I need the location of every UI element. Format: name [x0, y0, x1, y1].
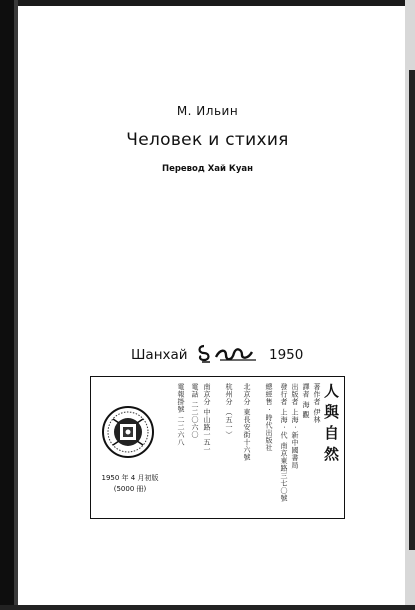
colophon-column: 發行者 上海 ‧ 代 南京東路三七〇號 — [280, 383, 288, 502]
imprint-year: 1950 — [269, 347, 304, 363]
publisher-seal — [101, 405, 155, 459]
edition-line: 1950 年 4 月初版 — [101, 474, 159, 482]
author-name: М. Ильин — [176, 104, 239, 118]
colophon-column: 北京分 東長安街十六號 — [243, 383, 251, 461]
colophon-column: 電報掛號 二二六八 — [177, 383, 185, 446]
colophon-column: 南京分 中山路一五一 — [203, 383, 211, 454]
colophon-column: 出版者 上海 ‧ 新中國書局 — [291, 383, 299, 469]
colophon-column: 著作者 伊林 — [313, 383, 321, 424]
publisher-logo — [196, 343, 258, 365]
colophon-column: 總經售 ‧ 時代出版社 — [265, 383, 273, 452]
scan-edge-left — [0, 0, 14, 610]
translator-credit: Перевод Хай Куан — [161, 164, 254, 174]
chinese-title: 人與自然 — [322, 383, 340, 467]
imprint-city: Шанхай — [131, 347, 188, 363]
colophon-box — [90, 376, 345, 519]
scan-edge-top — [0, 0, 415, 6]
colophon-column: 電話 二二〇六〇 — [191, 383, 199, 439]
scan-edge-left-shadow — [14, 0, 18, 610]
colophon-column: 杭州分 （五一） — [225, 383, 233, 439]
book-title: Человек и стихия — [126, 130, 289, 150]
colophon-column: 譯者 海 觀 — [302, 383, 310, 419]
colophon-columns — [165, 383, 321, 511]
scan-edge-bottom — [0, 605, 415, 610]
print-run: (5000 冊) — [113, 485, 147, 493]
